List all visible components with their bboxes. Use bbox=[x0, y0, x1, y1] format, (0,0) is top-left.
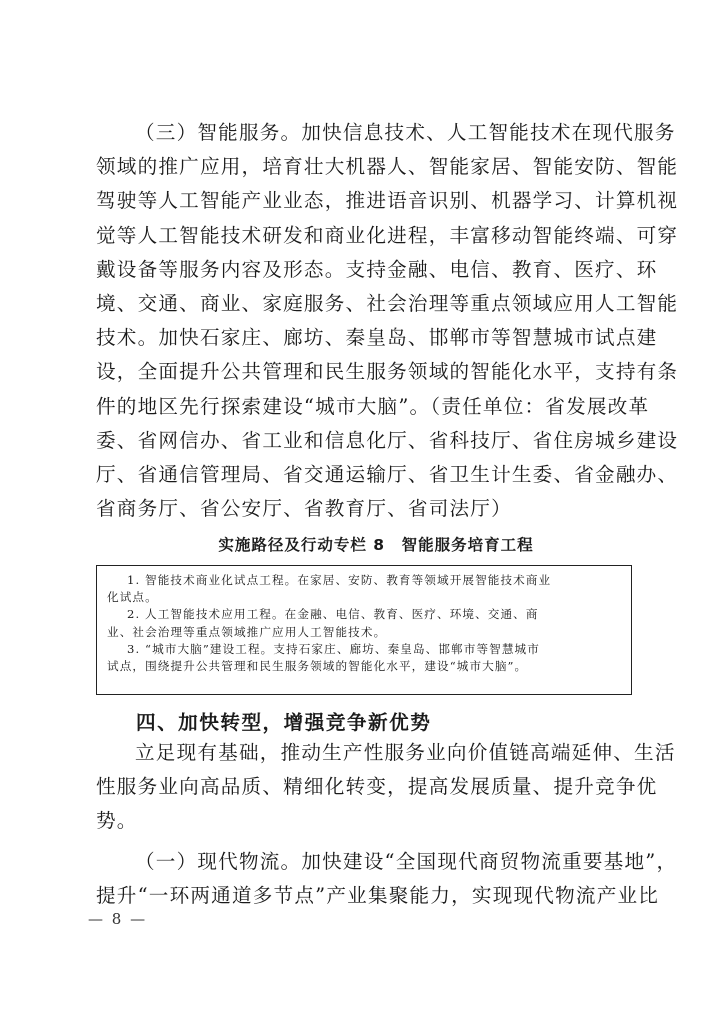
paragraph-line: 厅、省通信管理局、省交通运输厅、省卫生计生委、省金融办、 bbox=[96, 463, 679, 487]
item-line: 化试点。 bbox=[107, 590, 158, 605]
action-column-title: 实施路径及行动专栏 8 智能服务培育工程 bbox=[218, 536, 534, 554]
paragraph-line: 势。 bbox=[96, 809, 138, 833]
action-column-item bbox=[107, 606, 621, 640]
paragraph-line: 设，全面提升公共管理和民生服务领域的智能化水平，支持有条 bbox=[96, 360, 679, 384]
paragraph-line: 委、省网信办、省工业和信息化厅、省科技厅、省住房城乡建设 bbox=[96, 428, 679, 452]
section-four-intro-paragraph bbox=[96, 736, 676, 839]
logistics-paragraph bbox=[96, 845, 678, 913]
action-column-item bbox=[107, 572, 621, 606]
item-line: 2. 人工智能技术应用工程。在金融、电信、教育、医疗、环境、交通、商 bbox=[127, 607, 539, 622]
paragraph-line: 戴设备等服务内容及形态。支持金融、电信、教育、医疗、环 bbox=[96, 257, 658, 281]
section-four-heading: 四、加快转型，增强竞争新优势 bbox=[136, 711, 432, 734]
item-line: 试点，围绕提升公共管理和民生服务领域的智能化水平，建设“城市大脑”。 bbox=[107, 659, 528, 674]
action-column-box bbox=[96, 565, 632, 695]
page-number: — 8 — bbox=[88, 910, 148, 928]
paragraph-line: 立足现有基础，推动生产性服务业向价值链高端延伸、生活 bbox=[135, 741, 676, 764]
item-line: 业、社会治理等重点领域推广应用人工智能技术。 bbox=[107, 624, 387, 639]
paragraph-line: 件的地区先行探索建设“城市大脑”。（责任单位：省发展改革 bbox=[96, 394, 650, 418]
item-line: 1. 智能技术商业化试点工程。在家居、安防、教育等领域开展智能技术商业 bbox=[127, 573, 552, 587]
item-line: 3. “城市大脑”建设工程。支持石家庄、廊坊、秦皇岛、邯郸市等智慧城市 bbox=[127, 641, 540, 656]
paragraph-line: （三）智能服务。加快信息技术、人工智能技术在现代服务 bbox=[135, 121, 676, 144]
paragraph-line: 领域的推广应用，培育壮大机器人、智能家居、智能安防、智能 bbox=[96, 155, 679, 179]
paragraph-line: 技术。加快石家庄、廊坊、秦皇岛、邯郸市等智慧城市试点建 bbox=[96, 326, 658, 350]
paragraph-line: 性服务业向高品质、精细化转变，提高发展质量、提升竞争优 bbox=[96, 775, 658, 799]
paragraph-line: 境、交通、商业、家庭服务、社会治理等重点领域应用人工智能 bbox=[96, 292, 679, 316]
paragraph-line: 省商务厅、省公安厅、省教育厅、省司法厅） bbox=[96, 497, 512, 521]
paragraph-line: 觉等人工智能技术研发和商业化进程，丰富移动智能终端、可穿 bbox=[96, 223, 679, 247]
paragraph-line: （一）现代物流。加快建设“全国现代商贸物流重要基地”， bbox=[135, 850, 678, 873]
paragraph-line: 驾驶等人工智能产业业态，推进语音识别、机器学习、计算机视 bbox=[96, 189, 679, 213]
paragraph-line: 提升“一环两通道多节点”产业集聚能力，实现现代物流产业比 bbox=[96, 884, 660, 908]
action-column-item bbox=[107, 641, 621, 675]
section-three-paragraph bbox=[96, 116, 679, 526]
